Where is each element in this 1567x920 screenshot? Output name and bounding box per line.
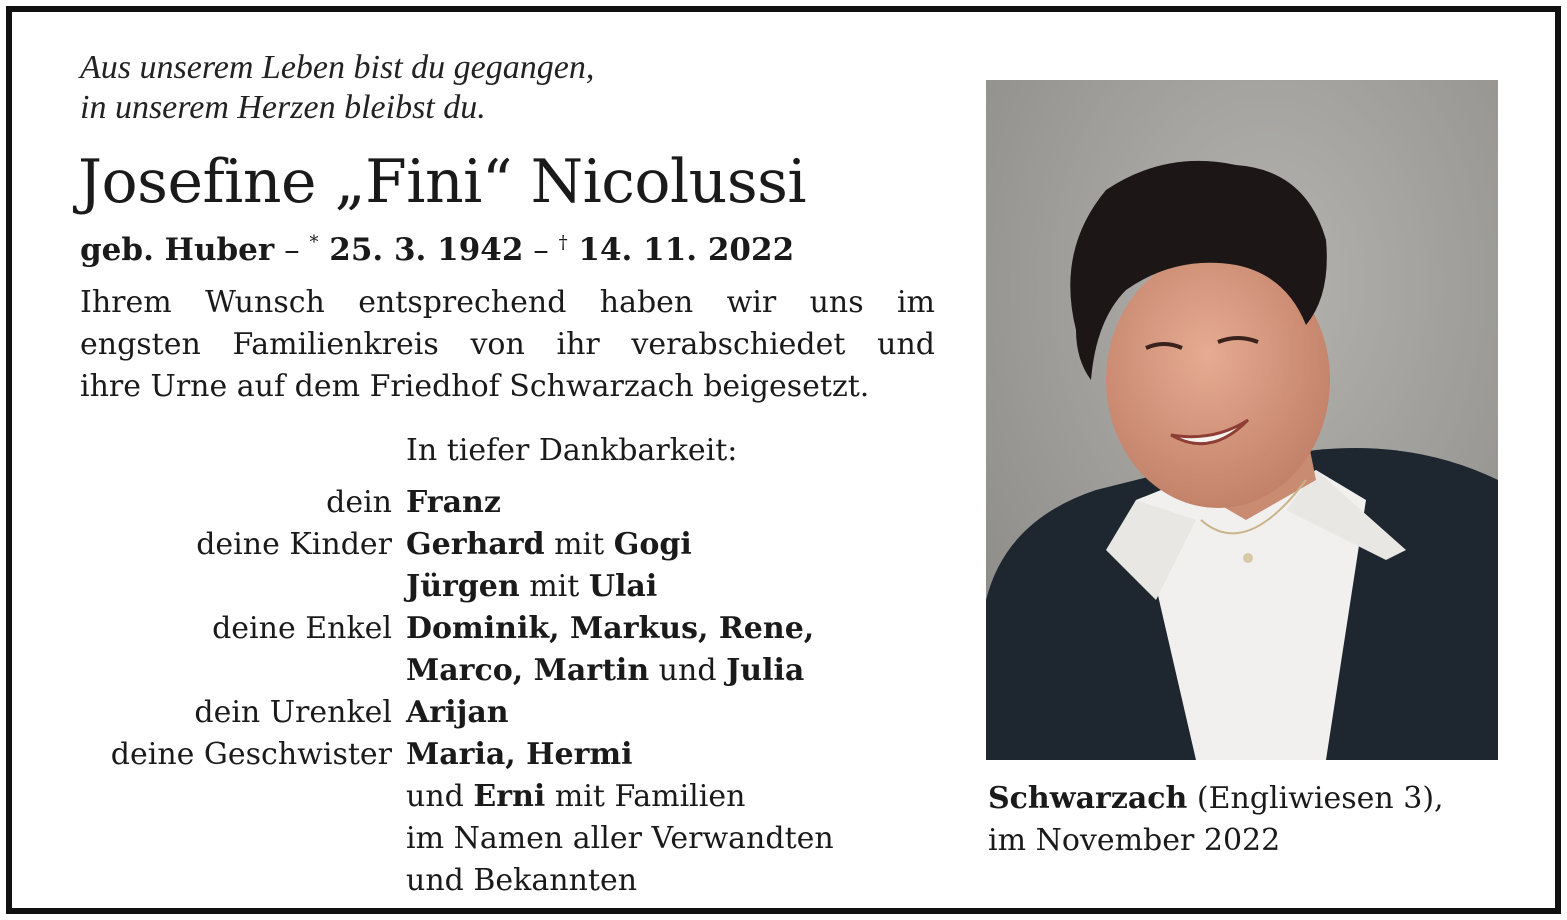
portrait-illustration	[986, 80, 1498, 760]
mourner-name: Jürgen	[406, 569, 520, 604]
dash: –	[523, 232, 559, 268]
connector-text: mit Familien	[545, 779, 746, 814]
mourner-row	[74, 776, 834, 818]
mourner-row	[74, 524, 834, 566]
motto	[80, 48, 594, 128]
death-date: 14. 11. 2022	[567, 232, 795, 268]
birth-date: 25. 3. 1942	[318, 232, 524, 268]
mourner-name: Dominik, Markus, Rene,	[406, 611, 815, 646]
mourner-names	[406, 566, 657, 608]
connector-text: mit	[544, 527, 614, 562]
mourner-names	[406, 524, 692, 566]
mourner-names: im Namen aller Verwandten	[406, 821, 834, 856]
mourner-names	[406, 734, 633, 776]
mourner-names	[406, 482, 501, 524]
relation-label: deine Enkel	[212, 611, 392, 646]
mourner-row	[74, 818, 834, 860]
relation-label	[74, 566, 406, 608]
mourner-row	[74, 860, 834, 902]
intro-line: engsten Familienkreis von ihr verabschiedet und	[80, 327, 935, 362]
mourner-row	[74, 482, 834, 524]
death-cross-icon: †	[558, 232, 568, 253]
intro-line: Ihrem Wunsch entsprechend haben wir uns im	[80, 285, 935, 320]
relation-label: deine Geschwister	[110, 737, 392, 772]
relation-label	[74, 860, 406, 902]
mourner-names	[406, 692, 509, 734]
mourner-names	[406, 608, 814, 650]
connector-text: mit	[519, 569, 589, 604]
date-line: im November 2022	[988, 823, 1281, 858]
portrait-photo	[986, 80, 1498, 760]
birth-star-icon: *	[309, 232, 319, 253]
relation-label: dein Urenkel	[194, 695, 392, 730]
address: (Engliwiesen 3),	[1187, 781, 1444, 816]
mourner-name: Gogi	[613, 527, 692, 562]
relation-label	[74, 818, 406, 860]
necklace-pendant	[1243, 553, 1253, 563]
dash: –	[274, 232, 310, 268]
mourner-name: Marco, Martin	[406, 653, 650, 688]
relation-label: deine Kinder	[196, 527, 392, 562]
mourner-name: Julia	[726, 653, 805, 688]
deceased-name: Josefine „Fini“ Nicolussi	[78, 147, 807, 217]
life-dates	[80, 218, 794, 275]
connector-text: und	[406, 779, 474, 814]
mourner-name: Gerhard	[406, 527, 545, 562]
relation-label	[74, 650, 406, 692]
relation-label: dein	[326, 485, 392, 520]
mourners-list	[74, 482, 834, 902]
relation-label	[74, 776, 406, 818]
town-name: Schwarzach	[988, 781, 1188, 816]
intro-text	[80, 282, 935, 408]
motto-line: Aus unserem Leben bist du gegangen,	[80, 49, 595, 86]
mourner-row	[74, 692, 834, 734]
intro-line: ihre Urne auf dem Friedhof Schwarzach beigesetzt.	[80, 369, 870, 404]
thanks-heading: In tiefer Dankbarkeit:	[406, 433, 738, 468]
mourner-names	[406, 650, 804, 692]
mourner-name: Erni	[473, 779, 546, 814]
mourner-names	[406, 776, 745, 818]
mourner-name: Arijan	[406, 695, 509, 730]
mourner-name: Maria, Hermi	[406, 737, 633, 772]
mourner-row	[74, 566, 834, 608]
obituary-frame	[6, 6, 1561, 914]
connector-text: und	[649, 653, 727, 688]
mourner-row	[74, 734, 834, 776]
mourner-name: Franz	[406, 485, 501, 520]
mourner-row	[74, 650, 834, 692]
place-line	[988, 778, 1444, 820]
mourner-names: und Bekannten	[406, 863, 638, 898]
place-and-date	[988, 778, 1444, 862]
mourner-name: Ulai	[588, 569, 658, 604]
birth-name: geb. Huber	[80, 232, 275, 268]
mourner-row	[74, 608, 834, 650]
motto-line: in unserem Herzen bleibst du.	[80, 89, 486, 126]
